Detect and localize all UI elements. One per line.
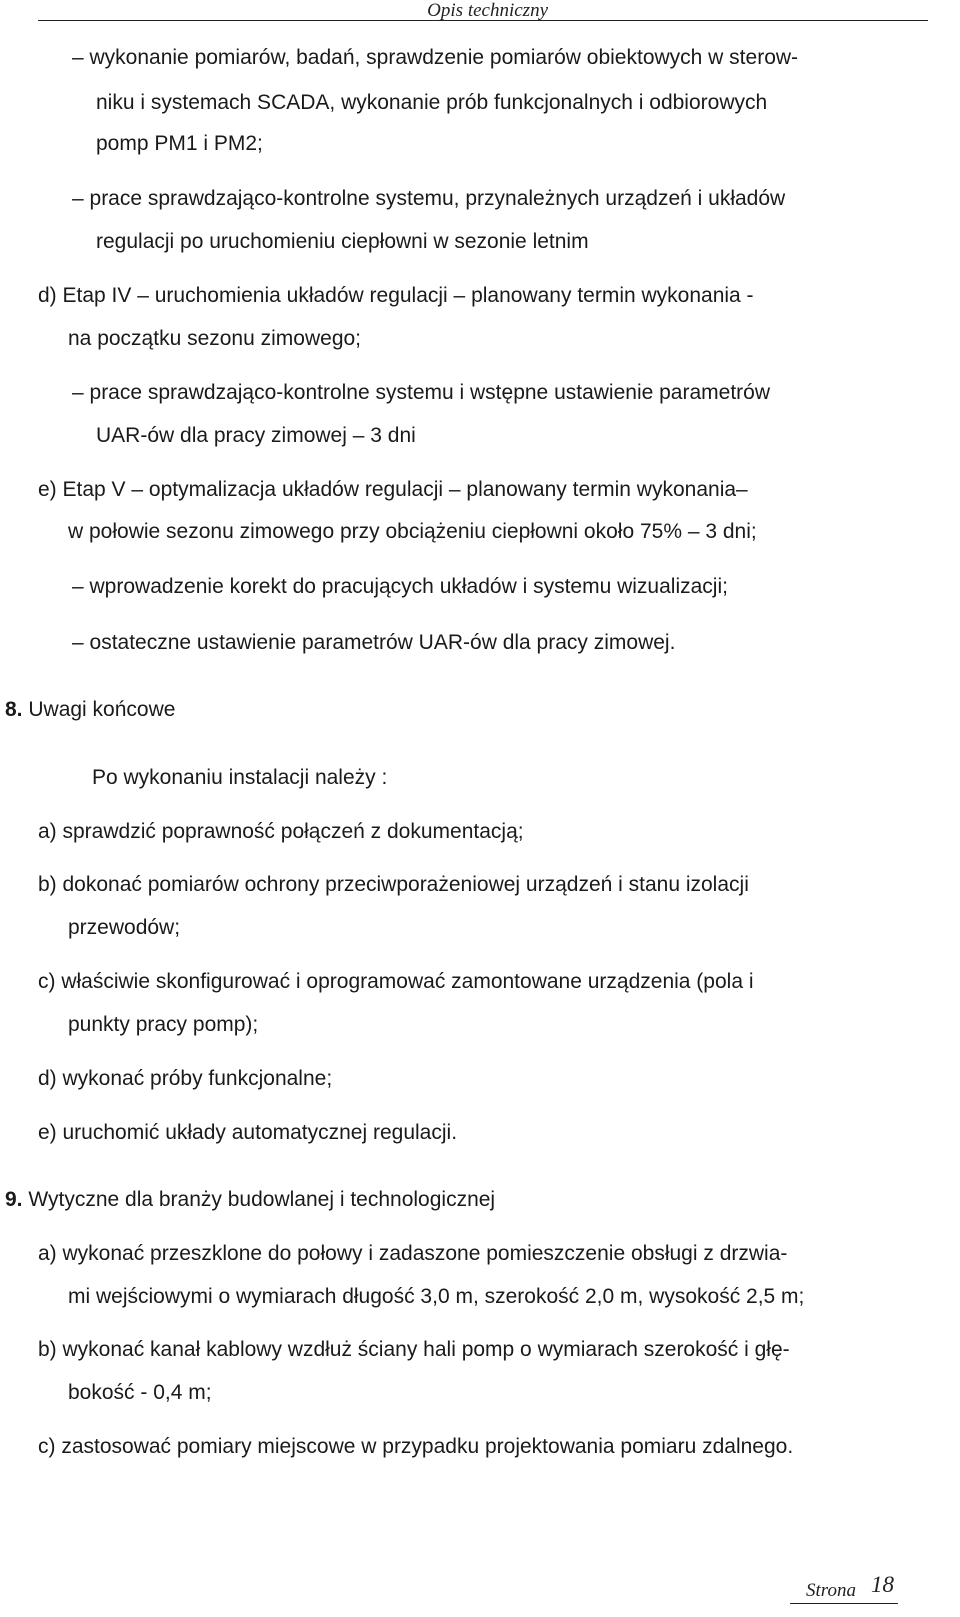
section-9-item-c: c) zastosować pomiary miejscowe w przypadku projektowania pomiaru zdalnego. (38, 1435, 794, 1458)
stage-v-subitem-1: – wprowadzenie korekt do pracujących układów i systemu wizualizacji; (72, 575, 728, 598)
section-8-number: 8. (5, 698, 23, 721)
section-9-item-a-line-1: a) wykonać przeszklone do połowy i zadaszone pomieszczenie obsługi z drzwia- (38, 1242, 788, 1265)
header-divider (38, 20, 928, 21)
section-8-item-d: d) wykonać próby funkcjonalne; (38, 1067, 333, 1090)
list-item-measurements-line-2: niku i systemach SCADA, wykonanie prób funkcjonalnych i odbiorowych (96, 91, 768, 114)
section-9-item-b-line-1: b) wykonać kanał kablowy wzdłuż ściany hali pomp o wymiarach szerokość i głę- (38, 1338, 790, 1361)
stage-iv-subitem-line-2: UAR-ów dla pracy zimowej – 3 dni (96, 424, 416, 447)
list-item-control-works-line-1: – prace sprawdzająco-kontrolne systemu, przynależnych urządzeń i układów (72, 187, 786, 210)
section-9-item-a-line-2: mi wejściowymi o wymiarach długość 3,0 m, szerokość 2,0 m, wysokość 2,5 m; (68, 1285, 805, 1308)
section-9-title: Wytyczne dla branży budowlanej i technologicznej (28, 1188, 496, 1211)
stage-iv-line-2: na początku sezonu zimowego; (68, 327, 362, 350)
stage-iv-subitem-line-1: – prace sprawdzająco-kontrolne systemu i wstępne ustawienie parametrów (72, 381, 771, 404)
document-title: Opis techniczny (427, 0, 548, 21)
section-8-item-c-line-1: c) właściwie skonfigurować i oprogramować zamontowane urządzenia (pola i (38, 970, 754, 993)
section-8-item-b-line-2: przewodów; (68, 916, 181, 939)
list-item-measurements-line-1: – wykonanie pomiarów, badań, sprawdzenie pomiarów obiektowych w sterow- (72, 46, 799, 69)
list-item-measurements-line-3: pomp PM1 i PM2; (96, 132, 263, 155)
section-8-intro: Po wykonaniu instalacji należy : (92, 766, 388, 789)
page-label: Strona (806, 1580, 856, 1601)
stage-v-line-2: w połowie sezonu zimowego przy obciążeniu ciepłowni około 75% – 3 dni; (68, 520, 757, 543)
section-9-item-b-line-2: bokość - 0,4 m; (68, 1381, 212, 1404)
section-8-title: Uwagi końcowe (28, 698, 176, 721)
section-8-item-e: e) uruchomić układy automatycznej regulacji. (38, 1121, 458, 1144)
page-number: 18 (871, 1572, 894, 1597)
section-8-heading (5, 698, 175, 722)
section-8-item-c-line-2: punkty pracy pomp); (68, 1013, 259, 1036)
section-8-item-b-line-1: b) dokonać pomiarów ochrony przeciwporażeniowej urządzeń i stanu izolacji (38, 873, 749, 896)
stage-v-subitem-2: – ostateczne ustawienie parametrów UAR-ów dla pracy zimowej. (72, 631, 676, 654)
stage-iv-line-1: d) Etap IV – uruchomienia układów regulacji – planowany termin wykonania - (38, 284, 754, 307)
stage-v-line-1: e) Etap V – optymalizacja układów regulacji – planowany termin wykonania– (38, 478, 748, 501)
section-9-number: 9. (5, 1188, 23, 1211)
footer-divider (790, 1603, 898, 1604)
list-item-control-works-line-2: regulacji po uruchomieniu ciepłowni w sezonie letnim (96, 230, 589, 253)
section-9-heading (5, 1188, 495, 1212)
section-8-item-a: a) sprawdzić poprawność połączeń z dokumentacją; (38, 820, 524, 843)
